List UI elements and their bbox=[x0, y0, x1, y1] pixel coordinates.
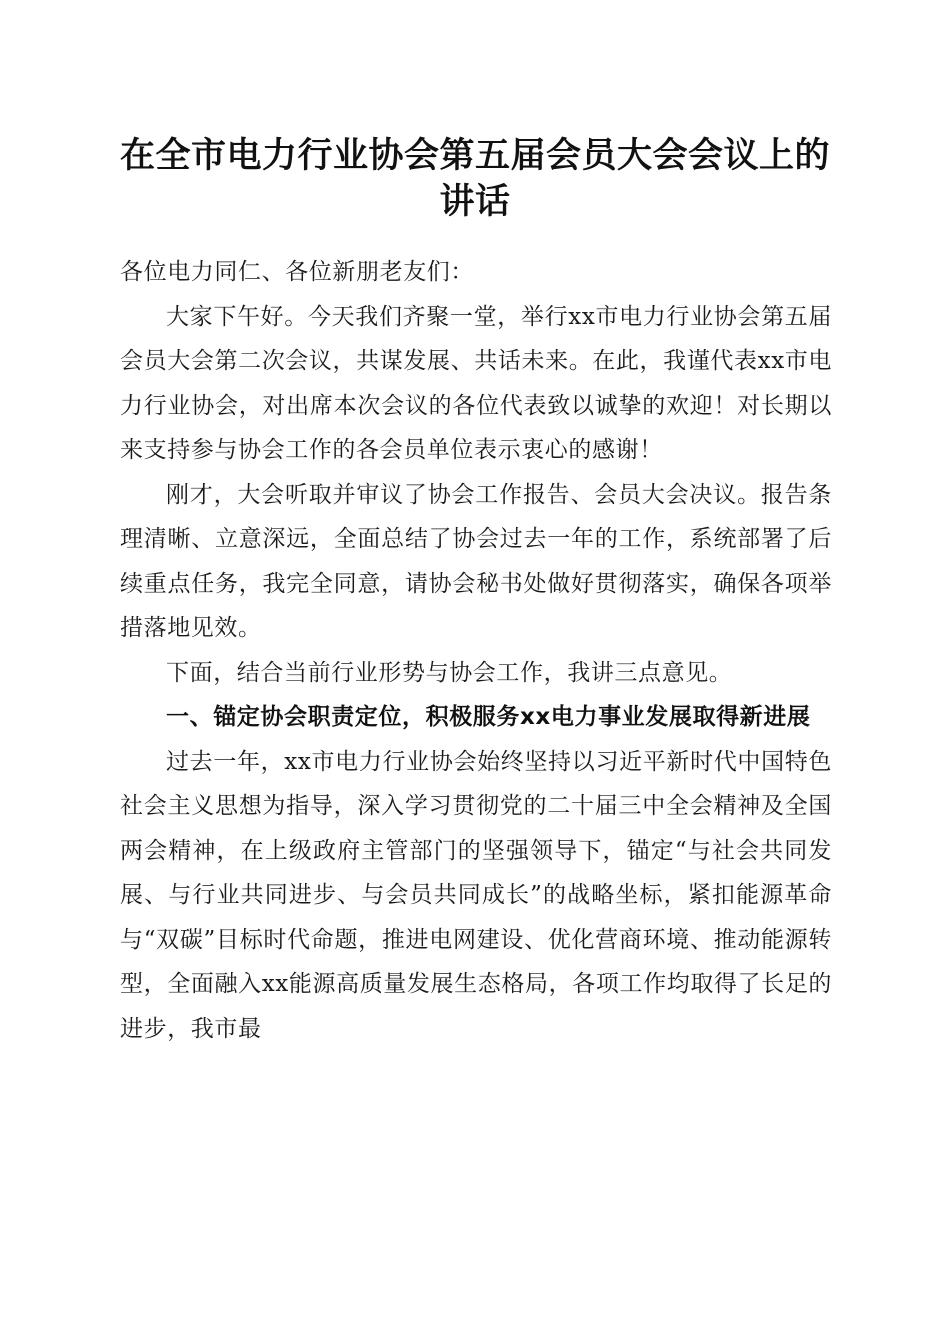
title-line-1: 在全市电力行业协会第五届会员大会会议上的 bbox=[119, 135, 830, 176]
paragraph-section-one: 过去一年，xx市电力行业协会始终坚持以习近平新时代中国特色社会主义思想为指导，深入学习贯彻党的二十届三中全会精神及全国两会精神，在上级政府主管部门的坚强领导下，锚定“与社会共同发展、与行业共同进步、与会员共同成长”的战略坐标，紧扣能源革命与“双碳”目标时代命题，推进电网建设、优化营商环境、推动能源转型，全面融入xx能源高质量发展生态格局，各项工作均取得了长足的进步，我市最 bbox=[120, 748, 832, 1042]
section-heading: 一、锚定协会职责定位，积极服务xx电力事业发展取得新进展 bbox=[166, 704, 811, 730]
paragraph-greeting: 大家下午好。今天我们齐聚一堂，举行xx市电力行业协会第五届会员大会第二次会议，共谋发展、共话未来。在此，我谨代表xx市电力行业协会，对出席本次会议的各位代表致以诚挚的欢迎！对长期以来支持参与协会工作的各会员单位表示衷心的感谢！ bbox=[120, 303, 832, 463]
paragraph-report-review: 刚才，大会听取并审议了协会工作报告、会员大会决议。报告条理清晰、立意深远，全面总结了协会过去一年的工作，系统部署了后续重点任务，我完全同意，请协会秘书处做好贯彻落实，确保各项举措落地见效。 bbox=[120, 481, 832, 641]
document-title bbox=[100, 133, 850, 225]
salutation: 各位电力同仁、各位新朋老友们： bbox=[120, 259, 474, 285]
paragraph-three-points: 下面，结合当前行业形势与协会工作，我讲三点意见。 bbox=[166, 659, 733, 686]
title-line-2: 讲话 bbox=[439, 181, 511, 222]
document-body bbox=[120, 250, 832, 1051]
